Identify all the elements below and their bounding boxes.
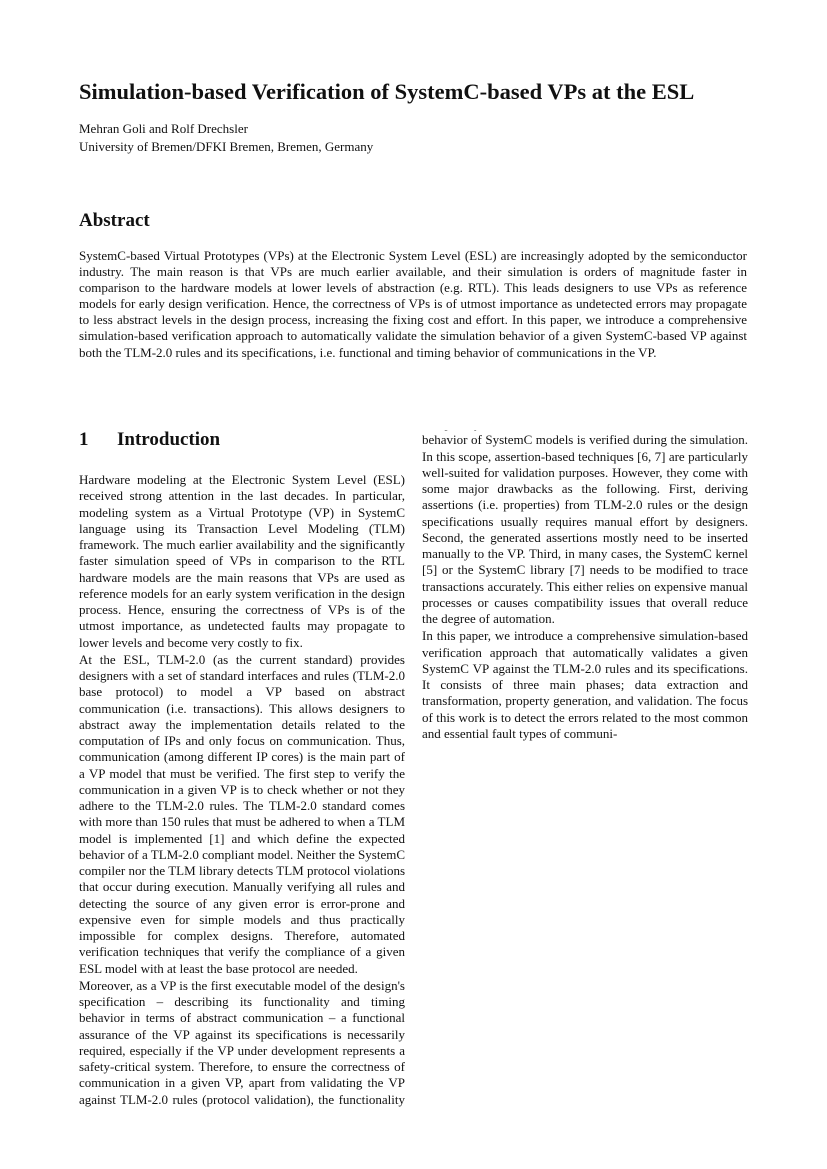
section-number: 1 [79, 429, 89, 450]
abstract-text: SystemC-based Virtual Prototypes (VPs) at the Electronic System Level (ESL) are increasingly adopted by the semiconductor industry. The main reason is that VPs are much earlier available, and their simulation is orders of magnitude faster in comparison to the hardware models at lower levels of abstraction (e.g. RTL). This leads designers to use VPs as reference models for early design verification. Hence, the correctness of VPs is of utmost importance as undetected errors may propagate to less abstract levels in the design process, increasing the fixing cost and effort. In this paper, we introduce a comprehensive simulation-based verification approach to automatically validate the simulation behavior of a given SystemC-based VP against both the TLM-2.0 rules and its specifications, i.e. functional and timing behavior of communications in the VP. [79, 248, 747, 360]
abstract-heading: Abstract [79, 210, 150, 231]
author-block [79, 120, 759, 155]
intro-paragraph-6: In this paper, we introduce a comprehensive simulation-based verification approach that automatically validates a given SystemC VP against the TLM-2.0 rules and its specifications. It consists of three main phases; data extraction and transformation, property generation, and validation. The focus of this work is to detect the errors related to the most common and essential fault types of communi- [422, 628, 748, 741]
author-names: Mehran Goli and Rolf Drechsler [79, 121, 248, 136]
text-column-left [79, 428, 405, 1108]
paper-title: Simulation-based Verification of SystemC-based VPs at the ESL [79, 79, 695, 104]
intro-paragraph-1: Hardware modeling at the Electronic System Level (ESL) received strong attention in the last decades. In particular, modeling system as a Virtual Prototype (VP) in SystemC language using its Transaction Level Modeling (TLM) framework. The much earlier availability and the significantly faster simulation speed of VPs in comparison to the RTL hardware models are the main reasons that VPs are used as reference models for an early system verification in the design process. Hence, ensuring the correctness of VPs is of the utmost importance, as undetected faults may propagate to lower levels and become very costly to fix. [79, 472, 405, 650]
section-title: Introduction [117, 429, 221, 450]
intro-paragraph-2: At the ESL, TLM-2.0 (as the current standard) provides designers with a set of standard interfaces and rules (TLM-2.0 base protocol) to model a VP based on abstract communication (i.e. transactions). This allows designers to abstract away the implementation details related to the computation of IPs and only focus on communication. Thus, communication (among different IP cores) is the main part of a VP model that must be verified. The first step to verify the communication in a given VP is to check whether or not they adhere to the TLM-2.0 rules. The TLM-2.0 standard comes with more than 150 rules that must be adhered to when a TLM model is implemented [1] and which define the expected behavior of a TLM-2.0 compliant model. Neither the SystemC compiler nor the TLM library detects TLM protocol violations that occur during execution. Manually verifying all rules and detecting the source of any given error is error-prone and expensive even for simple models and thus practically impossible for complex designs. Therefore, automated verification techniques that verify the compliance of a given ESL model with at least the base protocol are needed. [79, 651, 405, 976]
intro-paragraph-3-start: Moreover, as a VP is the first executable model of the design's specification – describing its functionality and timing behavior in terms of abstract communication – a functional assurance of the VP against its specifications is necessarily required, especially if the VP under development represents a safety-critical system. Therefore, to ensure the correctness of communication in a given VP, apart from validating the VP against TLM-2.0 rules (protocol validation), the functionality [79, 977, 405, 1107]
author-affiliation: University of Bremen/DFKI Bremen, Bremen, Germany [79, 138, 374, 154]
text-column-right [422, 430, 748, 1110]
section-heading-introduction [79, 428, 405, 452]
intro-paragraph-5: behavior of SystemC models is verified during the simulation. In this scope, assertion-based techniques [6, 7] are particularly well-suited for validation purposes. However, they come with some major drawbacks as the following. First, deriving assertions (i.e. properties) from TLM-2.0 rules or the design specifications usually requires manual effort by designers. Second, the generated assertions mostly need to be inserted manually to the VP. Third, in many cases, the SystemC kernel [5] or the SystemC library [7] needs to be modified to trace transactions accurately. This either relies on expensive manual processes or causes compatibility issues that overall reduce the degree of automation. [422, 432, 748, 626]
